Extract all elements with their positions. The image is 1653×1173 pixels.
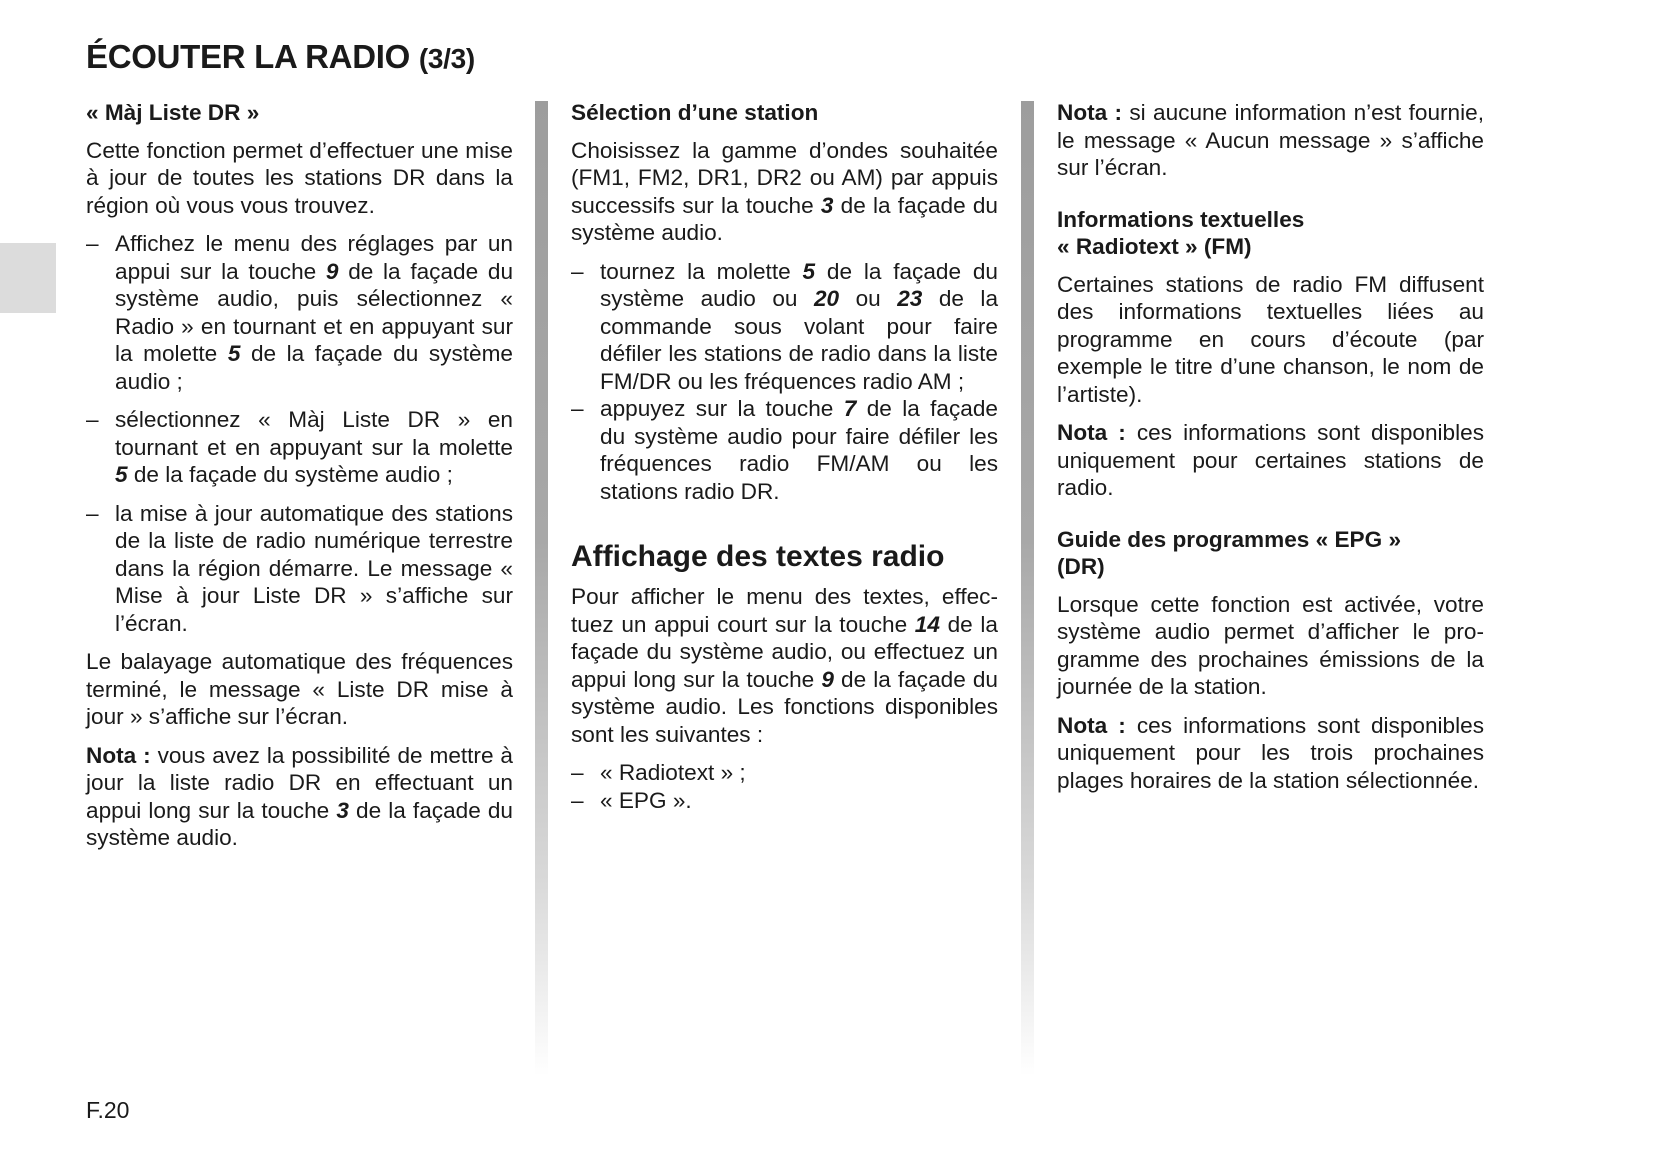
key-ref: 5 xyxy=(802,258,816,284)
column-divider xyxy=(535,101,548,1076)
chapter-tab-marker xyxy=(0,243,56,313)
key-ref: 5 xyxy=(115,462,128,487)
nota-paragraph xyxy=(1057,419,1484,502)
list-item: – « Radiotext » ; xyxy=(571,759,998,787)
column-2 xyxy=(571,99,998,825)
list-item xyxy=(571,395,998,505)
text: de la façade du système audio. xyxy=(571,192,998,245)
text: de la façade du système audio pour faire défiler les fréquences radio FM/AM ou les stations radio DR. xyxy=(600,396,998,504)
text: ou xyxy=(839,286,898,311)
list-item xyxy=(86,230,513,395)
text: Affichez le menu des réglages par un appui sur la touche xyxy=(115,231,513,284)
heading-line: Informations textuelles xyxy=(1057,206,1305,232)
column-3 xyxy=(1057,99,1484,805)
title-main: ÉCOUTER LA RADIO xyxy=(86,38,410,75)
text: ces informations sont disponibles uniquement pour les trois prochaines plages horaires de la station sélectionnée. xyxy=(1057,712,1484,793)
key-ref: 20 xyxy=(813,286,840,311)
text: de la façade du système audio. xyxy=(86,797,513,850)
section-heading-epg xyxy=(1057,526,1484,581)
section-heading-maj-liste-dr: « Màj Liste DR » xyxy=(86,100,260,125)
paragraph-intro: Cette fonction permet d’effectuer une mise à jour de toutes les stations DR dans la région où vous vous trouvez. xyxy=(86,137,513,218)
text: de la commande sous volant pour faire défiler les stations de radio dans la liste FM/DR ou les fréquences radio AM ; xyxy=(600,286,999,394)
column-1 xyxy=(86,99,513,863)
section-heading-radiotext xyxy=(1057,206,1484,261)
key-ref: 7 xyxy=(843,396,857,421)
nota-label: Nota : xyxy=(86,742,151,768)
nota-label: Nota : xyxy=(1057,420,1126,445)
list-item xyxy=(86,406,513,489)
text: si aucune information n’est fournie, le message « Aucun message » s’affiche sur l’écran. xyxy=(1057,100,1484,180)
text: de la façade du système audio, ou effectuez un appui long sur la touche xyxy=(571,611,998,692)
paragraph-body xyxy=(571,583,998,748)
nota-label: Nota : xyxy=(1057,712,1126,738)
key-ref: 23 xyxy=(897,286,923,311)
text: Choisissez la gamme d’ondes souhaitée (FM1, FM2, DR1, DR2 ou AM) par appuis successifs sur la touche xyxy=(571,137,998,218)
steps-list xyxy=(86,230,513,637)
paragraph-scan-done: Le balayage automatique des fréquences terminé, le message « Liste DR mise à jour » s’affiche sur l’écran. xyxy=(86,649,513,729)
text: tournez la molette xyxy=(600,258,803,284)
column-divider xyxy=(1021,101,1034,1076)
section-heading-selection-station: Sélection d’une station xyxy=(571,100,819,125)
nota-paragraph xyxy=(1057,712,1484,795)
list-item xyxy=(86,500,513,638)
nota-paragraph xyxy=(86,742,513,852)
heading-line: Guide des programmes « EPG » xyxy=(1057,526,1402,552)
text: ces informations sont disponibles uniquement pour certaines stations de radio. xyxy=(1057,420,1484,500)
page-number: F.20 xyxy=(86,1097,130,1123)
text: de la façade du système audio ; xyxy=(115,341,513,394)
title-part: (3/3) xyxy=(418,43,475,74)
page-title xyxy=(86,38,475,76)
steps-list xyxy=(571,258,998,506)
list-item: – « EPG ». xyxy=(571,787,998,815)
text: appuyez sur la touche xyxy=(600,396,844,421)
functions-list xyxy=(571,759,998,814)
key-ref: 5 xyxy=(227,341,241,366)
text: Pour afficher le menu des textes, effectuez un appui court sur la touche xyxy=(571,584,998,637)
text: de la façade du système audio. Les fonctions disponibles sont les suivantes : xyxy=(571,666,998,747)
heading-line: « Radiotext » (FM) xyxy=(1057,234,1252,259)
nota-label: Nota : xyxy=(1057,100,1123,125)
key-ref: 9 xyxy=(821,666,834,692)
text: la mise à jour automatique des stations de la liste de radio numérique terrestre dans la région démarre. Le message « Mise à jour Liste DR » s’affiche sur l’écran. xyxy=(115,500,513,636)
key-ref: 9 xyxy=(325,258,339,284)
paragraph-intro xyxy=(571,137,998,247)
nota-paragraph xyxy=(1057,99,1484,182)
section-title-affichage-textes: Affichage des textes radio xyxy=(571,540,945,573)
key-ref: 3 xyxy=(820,192,834,218)
key-ref: 14 xyxy=(914,611,940,637)
text: sélectionnez « Màj Liste DR » en tournant et en appuyant sur la molette xyxy=(115,407,513,460)
text: de la façade du système audio, puis sélectionnez « Radio » en tournant et en appuyant sur la molette xyxy=(115,258,514,366)
list-item xyxy=(571,258,998,396)
text: de la façade du système audio ou xyxy=(600,258,998,311)
text: de la façade du système audio ; xyxy=(127,462,453,487)
heading-line: (DR) xyxy=(1057,554,1105,579)
paragraph-body: Certaines stations de radio FM diffusent des informations textuelles liées au programme en cours d’écoute (par exemple le titre d’une chanson, le nom de l’artiste). xyxy=(1057,271,1484,407)
paragraph-body: Lorsque cette fonction est activée, votre système audio permet d’afficher le programme des prochaines émissions de la journée de la station. xyxy=(1057,591,1484,699)
key-ref: 3 xyxy=(336,797,349,823)
text: vous avez la possibilité de mettre à jour la liste radio DR en effectuant un appui long sur la touche xyxy=(86,742,514,823)
